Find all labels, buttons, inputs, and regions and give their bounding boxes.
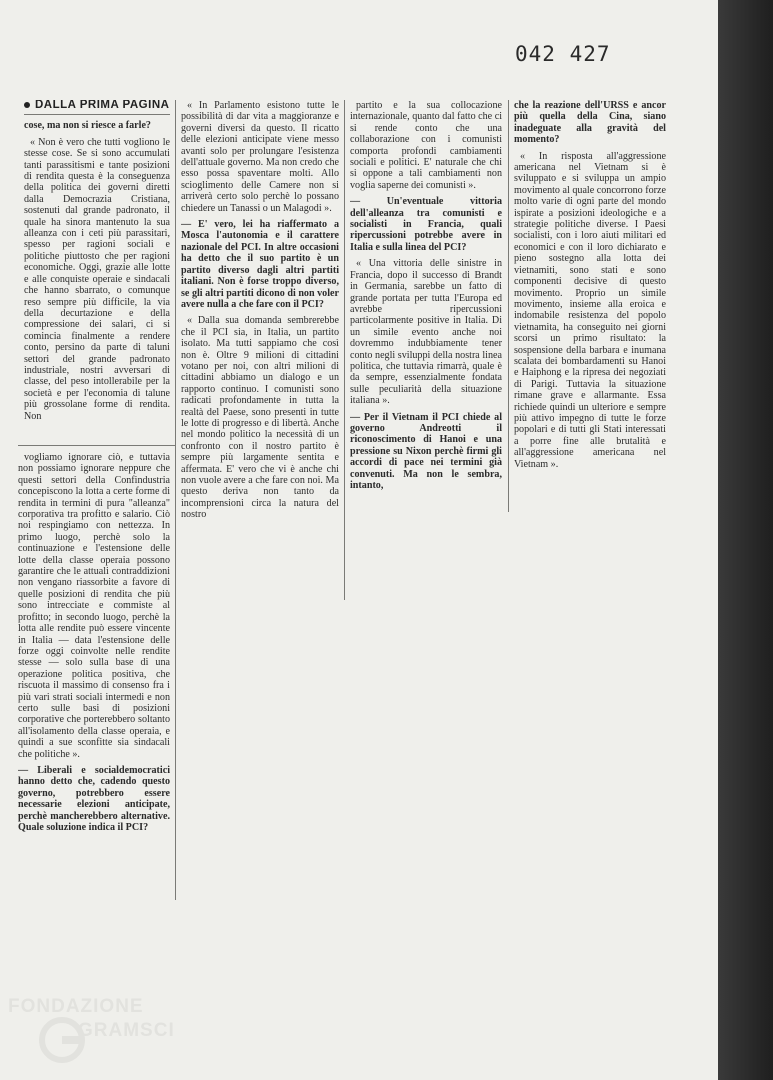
column-rule [508,100,509,512]
interview-question: cose, ma non si riesce a farle? [24,120,151,132]
interview-answer: « Una vittoria delle sinistre in Francia, dopo il successo di Brandt in Germania, sarebbe un fatto di grande portata per tutta l'Europa ed avrebbe ripercussioni particolarmente positive in Italia. Di un simile evento anche noi dovremmo indubbiamente tener conto negli sviluppi della nostra linea politica, che tuttavia rimarrà, quale è da sempre, essenzialmente fondata sulle peculiarità della situazione italiana ». [350,258,502,407]
fondazione-gramsci-watermark [8,996,198,1070]
section-heading [24,100,170,115]
bullet-icon [24,102,30,108]
archive-number: 042 427 [515,42,611,66]
column-2 [181,100,339,600]
column-3 [350,100,502,508]
interview-question: — Liberali e socialdemocratici hanno detto che, cadendo questo governo, potrebbero essere necessarie elezioni anticipate, perchè mancherebbero alternative. Quale soluzione indica il PCI? [18,764,170,833]
scanner-edge [718,0,773,1080]
column-1-bottom [18,452,170,892]
interview-question: — Per il Vietnam il PCI chiede al governo Andreotti il riconoscimento di Hanoi e una pressione su Nixon perchè firmi gli accordi di pace nei termini già convenuti. Ma non le sembra, intanto, [350,411,502,491]
column-4 [514,100,666,512]
watermark-line-1: FONDAZIONE [8,996,144,1017]
interview-answer: « Dalla sua domanda sembrerebbe che il PCI sia, in Italia, un partito isolato. Ma tutti sappiamo che così non è. Oltre 9 milioni di cittadini votano per noi, con altri milioni di cittadini abbiamo un dialogo e un rapporto continuo. I comunisti sono radicati profondamente in tutta la realtà del Paese, sono presenti in tutte le lotte di progresso e di libertà. Anche nel mondo politico la necessità di un confronto con il nostro partito è sempre più largamente sentita e affermata. E' vero che vi è anche chi non vuole avere a che fare con noi. Ma questo deriva non tanto da incomprensioni circa la natura del nostro [181,315,339,521]
interview-answer: « In risposta all'aggressione americana nel Vietnam si è sviluppato e si sviluppa un ampio movimento al quale concorrono forze molto varie di ogni parte del mondo ispirate a posizioni ideologiche e a strategie politiche diverse. I Paesi socialisti, con i loro aiuti militari ed economici e con il loro dichiarato e pieno sostegno alla lotta dei vietnamiti, sono stati e sono componenti decisive di questo movimento. Proprio un simile movimento, insieme alla eroica e indomabile resistenza del popolo vietnamita, ha conseguito nei giorni scorsi un primo risultato: la sospensione della barbara e inumana scalata dei bombardamenti su Hanoi e Haiphong e la ripresa dei negoziati di Parigi. Tuttavia la situazione rimane grave e allarmante. Essa richiede quindi un ulteriore e sempre più attivo impegno di tutte le forze popolari e di tutti gli Stati interessati a porre fine alle brutalità e all'aggressione americana nel Vietnam ». [514,150,666,470]
interview-answer: partito e la sua collocazione internazionale, quanto dal fatto che ci si rende conto che una collaborazione con i comunisti comporta profondi cambiamenti sociali e politici. E' naturale che chi si oppone a tali cambiamenti non voglia saperne dei comunisti ». [350,100,502,191]
column-1-top [24,100,170,435]
column-rule [175,100,176,900]
fold-rule [18,445,175,446]
watermark-line-2: GRAMSCI [78,1020,175,1041]
section-heading-text: DALLA PRIMA PAGINA [35,100,170,111]
interview-question: che la reazione dell'URSS e ancor più quella della Cina, siano inadeguate alla gravità del momento? [514,100,666,146]
interview-answer: « In Parlamento esistono tutte le possibilità di dar vita a maggioranze e governi diversi da questo. Il ricatto delle elezioni anticipate viene messo avanti solo per prolungare l'esistenza dell'attuale governo. Ma non credo che esso possa spaventare molti. Allo scioglimento delle Camere non si arriverà certo solo perchè lo possano chiedere un Tanassi o un Malagodi ». [181,100,339,214]
interview-answer: vogliamo ignorare ciò, e tuttavia non possiamo ignorare neppure che questi settori della Confindustria concepiscono la lotta a certe forme di rendita in termini di pura "alleanza" corporativa tra profitto e salario. Ciò noi respingiamo con nettezza. In primo luogo, perchè solo la continuazione e l'estensione delle lotte della classe operaia possono garantire che le attuali contraddizioni non vengano riassorbite a favore di quelle posizioni di rendita che più sono intrecciate e commiste al profitto; in secondo luogo, perchè la lotta alle rendite può essere vincente in Italia — data l'estensione delle forze oggi coinvolte nelle rendite stesse — solo sulla base di una operazione politica positiva, che riscuota il massimo di consenso fra i più vari strati sociali intermedi e non certo sulle basi di posizioni corporative che porterebbero soltanto all'isolamento della classe operaia, e quindi a sue sconfitte sia sindacali che politiche ». [18,452,170,760]
interview-answer: « Non è vero che tutti vogliono le stesse cose. Se si sono accumulati tanti parassitismi e tante posizioni di rendita questa è la conseguenza della politica dei governi diretti dalla Democrazia Cristiana, sostenuti dal grande padronato, il quale ha sinora mantenuto la sua alleanza con i ceti più parassitari, spesso per ragioni sociali e politiche piuttosto che per ragioni economiche. Oggi, grazie alle lotte e alle conquiste operaie e sindacali che hanno sbarrato, o comunque reso sempre più difficile, la via della decurtazione e della compressione dei salari, ci si comincia finalmente a rendere conto, persino da parte di taluni settori del grande padronato industriale, nostri avversari di classe, del peso intollerabile per la società e per l'economia di talune più grossolane forme di rendita. Non [24,136,170,422]
column-rule [344,100,345,600]
column-1-top-body [24,120,170,422]
interview-question: — Un'eventuale vittoria dell'alleanza tra comunisti e socialisti in Francia, quali ripercussioni potrebbe avere in Italia e sulla linea del PCI? [350,196,502,253]
interview-question: — E' vero, lei ha riaffermato a Mosca l'autonomia e il carattere nazionale del PCI. In altre occasioni ha detto che il suo partito è un partito diverso dagli altri partiti italiani. Non è forse troppo diverso, se gli altri partiti dicono di non voler avere nulla a che fare con il PCI? [181,219,339,310]
newspaper-clipping [18,100,668,900]
